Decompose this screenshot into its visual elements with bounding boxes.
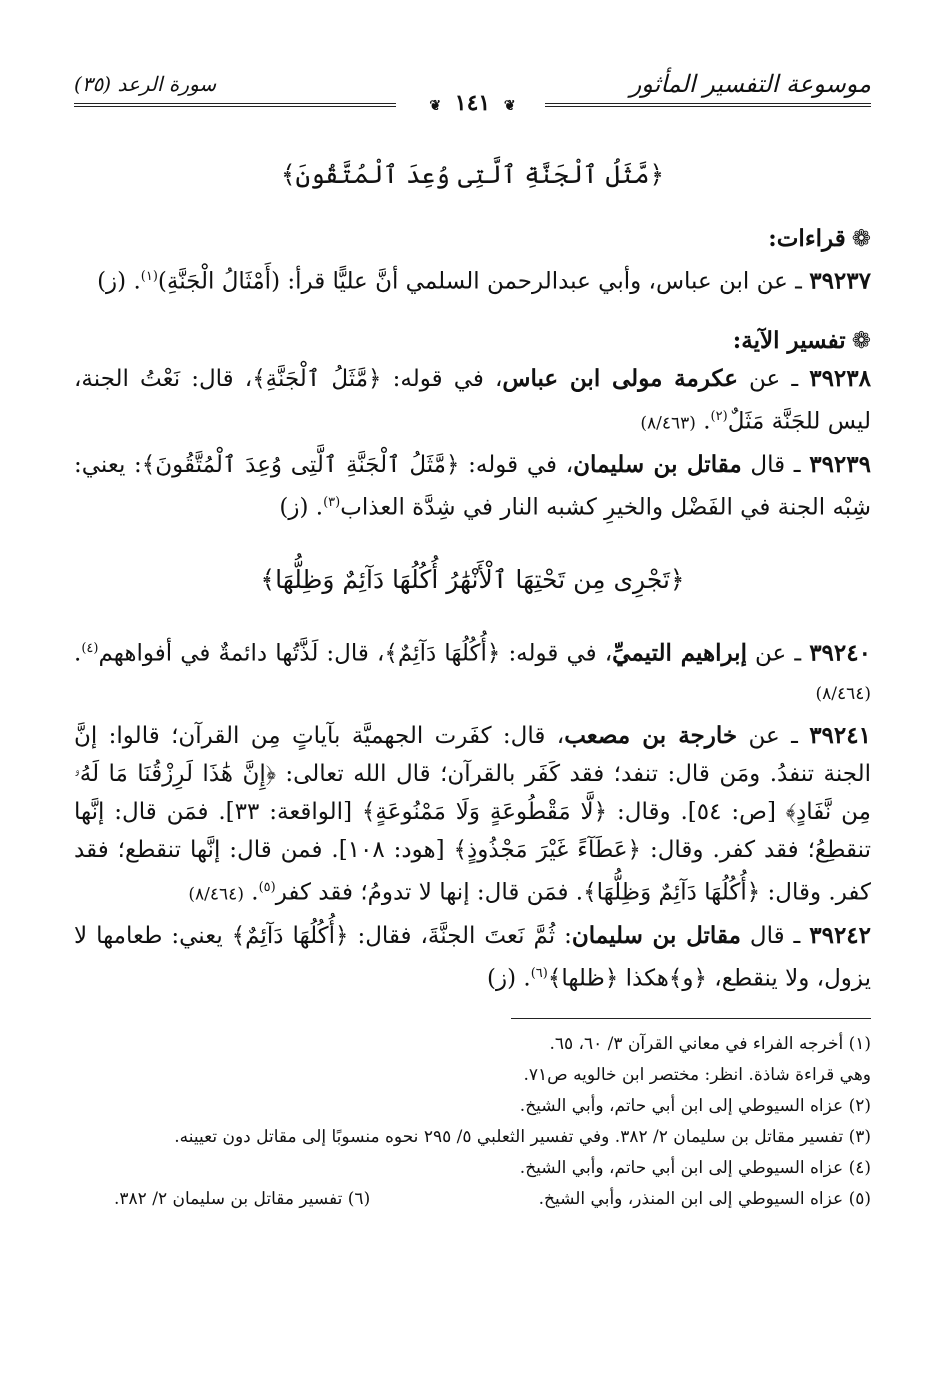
verse-heading-2: ﴿تَجْرِى مِن تَحْتِهَا ٱلْأَنْهَٰرُ أُكُلُهَا دَآئِمٌ وَظِلُّهَا﴾	[260, 564, 685, 594]
narrator-name: عكرمة مولى ابن عباس	[502, 364, 738, 392]
page-number: ١٤١	[454, 90, 491, 116]
narration-39237	[74, 258, 871, 301]
narration-39240	[74, 630, 871, 713]
book-title: موسوعة التفسير المأثور	[629, 70, 871, 98]
volume-reference: (٨/٤٦٣)	[640, 413, 696, 434]
footnote-mark[interactable]: (٥)	[258, 879, 276, 895]
footnote-3: (٣) تفسير مقاتل بن سليمان ٢/ ٣٨٢. وفي تفسير الثعلبي ٥/ ٢٩٥ نحوه منسوبًا إلى مقاتل دون تعيينه.	[174, 1126, 871, 1147]
narration-39241	[74, 717, 871, 914]
narrator-name: مقاتل بن سليمان	[571, 922, 741, 950]
narration-prefix: ـ قال	[740, 923, 810, 950]
footnote-mark[interactable]: (٤)	[81, 640, 99, 656]
narration-prefix: ـ قال	[741, 452, 810, 479]
section-title: قراءات:	[768, 225, 846, 252]
narration-prefix: ـ عن	[737, 722, 810, 749]
running-header	[74, 60, 871, 122]
section-heading-readings	[74, 225, 871, 252]
narration-tail: .	[695, 408, 711, 435]
narration-number: ٣٩٢٣٧	[809, 267, 871, 295]
footnote-mark[interactable]: (١)	[140, 269, 158, 284]
narration-prefix: ـ عن	[746, 640, 810, 667]
narrator-name: خارجة بن مصعب	[564, 721, 738, 749]
narration-prefix: ـ عن	[737, 365, 810, 392]
narration-tail: .	[243, 879, 259, 906]
narration-39239	[74, 446, 871, 527]
footnote-6: (٦) تفسير مقاتل بن سليمان ٢/ ٣٨٢.	[114, 1188, 371, 1209]
footnote-divider	[511, 1018, 871, 1019]
page-number-block	[74, 90, 871, 116]
narrator-name: إبراهيم التيميِّ	[612, 639, 747, 667]
flower-icon: ❁	[851, 226, 871, 252]
footnote-mark[interactable]: (٦)	[530, 966, 548, 982]
footnote-1: (١) أخرجه الفراء في معاني القرآن ٣/ ٦٠، ٦٥.	[549, 1033, 871, 1054]
footnote-4: (٤) عزاه السيوطي إلى ابن أبي حاتم، وأبي الشيخ.	[519, 1157, 871, 1178]
narration-text: ، في قوله: ﴿أُكُلُهَا دَآئِمٌ﴾، قال: لَذَّتُها دائمةٌ في أفواههم	[98, 640, 613, 667]
ornament-icon: ❦	[503, 98, 516, 114]
narration-number: ٣٩٢٤٠	[809, 639, 871, 667]
narration-text: ، في قوله: ﴿مَّثَلُ ٱلْجَنَّةِ﴾، قال: نَعْتُ الجنة، ليس للجَنَّة مَثَلٌ	[74, 365, 871, 435]
narration-39242	[74, 917, 871, 998]
surah-name: سورة الرعد (٣٥)	[74, 72, 217, 96]
page	[74, 60, 871, 1385]
volume-reference: (٨/٤٦٤)	[815, 683, 871, 704]
narration-text: ـ عن ابن عباس، وأبي عبدالرحمن السلمي أنَّ عليًّا قرأ: (أَمْثَالُ الْجَنَّةِ)	[157, 268, 810, 295]
footnote-mark[interactable]: (٣)	[323, 495, 341, 511]
section-heading-tafsir	[74, 327, 871, 354]
volume-reference: (٨/٤٦٤)	[188, 884, 244, 905]
narration-number: ٣٩٢٣٨	[809, 364, 871, 392]
narration-text: ، في قوله: ﴿مَّثَلُ ٱلْجَنَّةِ ٱلَّتِى وُعِدَ ٱلْمُتَّقُونَ﴾: يعني: شِبْه الجنة في الفَضْل والخيرِ كشبه النار في شِدَّة العذاب	[74, 452, 871, 521]
footnote-1-cont: وهي قراءة شاذة. انظر: مختصر ابن خالويه ص٧١.	[523, 1064, 871, 1085]
verse-heading-1: ﴿مَّثَلُ ٱلْجَنَّةِ ٱلَّتِى وُعِدَ ٱلْمُتَّقُونَ﴾	[280, 160, 665, 189]
narration-number: ٣٩٢٤٢	[809, 922, 872, 950]
narration-tail: . (ز)	[97, 268, 141, 295]
narration-number: ٣٩٢٣٩	[809, 451, 871, 479]
flower-icon: ❁	[851, 327, 871, 354]
narration-number: ٣٩٢٤١	[809, 721, 871, 749]
narration-tail: . (ز)	[279, 494, 324, 521]
narration-text: ، قال: كفَرت الجهميَّة بآياتٍ مِن القرآن؛ قالوا: إنَّ الجنة تنفدُ. ومَن قال: تنفد؛ فقد كَفَر بالقرآن؛ قال الله تعالى: ﴿إِنَّ هَٰذَا لَرِزْقُنَا مَا لَهُۥ مِن نَّفَادٍ﴾ [ص: ٥٤]. وقال: ﴿لَّا مَقْطُوعَةٍ وَلَا مَمْنُوعَةٍ﴾ [الواقعة: ٣٣]. فمَن قال: إنَّها تنقطِعُ؛ فقد كفر. وقال: ﴿عَطَآءً غَيْرَ مَجْذُوذٍ﴾ [هود: ١٠٨]. فمن قال: إنَّها تنقطع؛ فقد كفر. وقال: ﴿أُكُلُهَا دَآئِمٌ وَظِلُّهَا﴾. فمَن قال: إنها لا تدومُ؛ فقد كفر	[74, 722, 871, 906]
footnote-2: (٢) عزاه السيوطي إلى ابن أبي حاتم، وأبي الشيخ.	[519, 1095, 871, 1116]
footnote-mark[interactable]: (٢)	[710, 408, 728, 424]
narration-39238	[74, 360, 871, 443]
narrator-name: مقاتل بن سليمان	[573, 451, 742, 479]
narration-tail: .	[74, 640, 82, 667]
narration-text: : ثُمَّ نَعتَ الجنَّةَ، فقال: ﴿أُكُلُهَا دَآئِمٌ﴾ يعني: طعامها لا يزول، ولا ينقطع، ﴿و﴾هكذا ﴿ظلها﴾	[74, 923, 871, 992]
narration-tail: . (ز)	[487, 965, 531, 992]
section-title: تفسير الآية:	[732, 326, 846, 354]
ornament-icon: ❦	[429, 98, 442, 114]
footnote-row	[74, 1184, 871, 1215]
footnote-5: (٥) عزاه السيوطي إلى ابن المنذر، وأبي الشيخ.	[538, 1188, 871, 1209]
